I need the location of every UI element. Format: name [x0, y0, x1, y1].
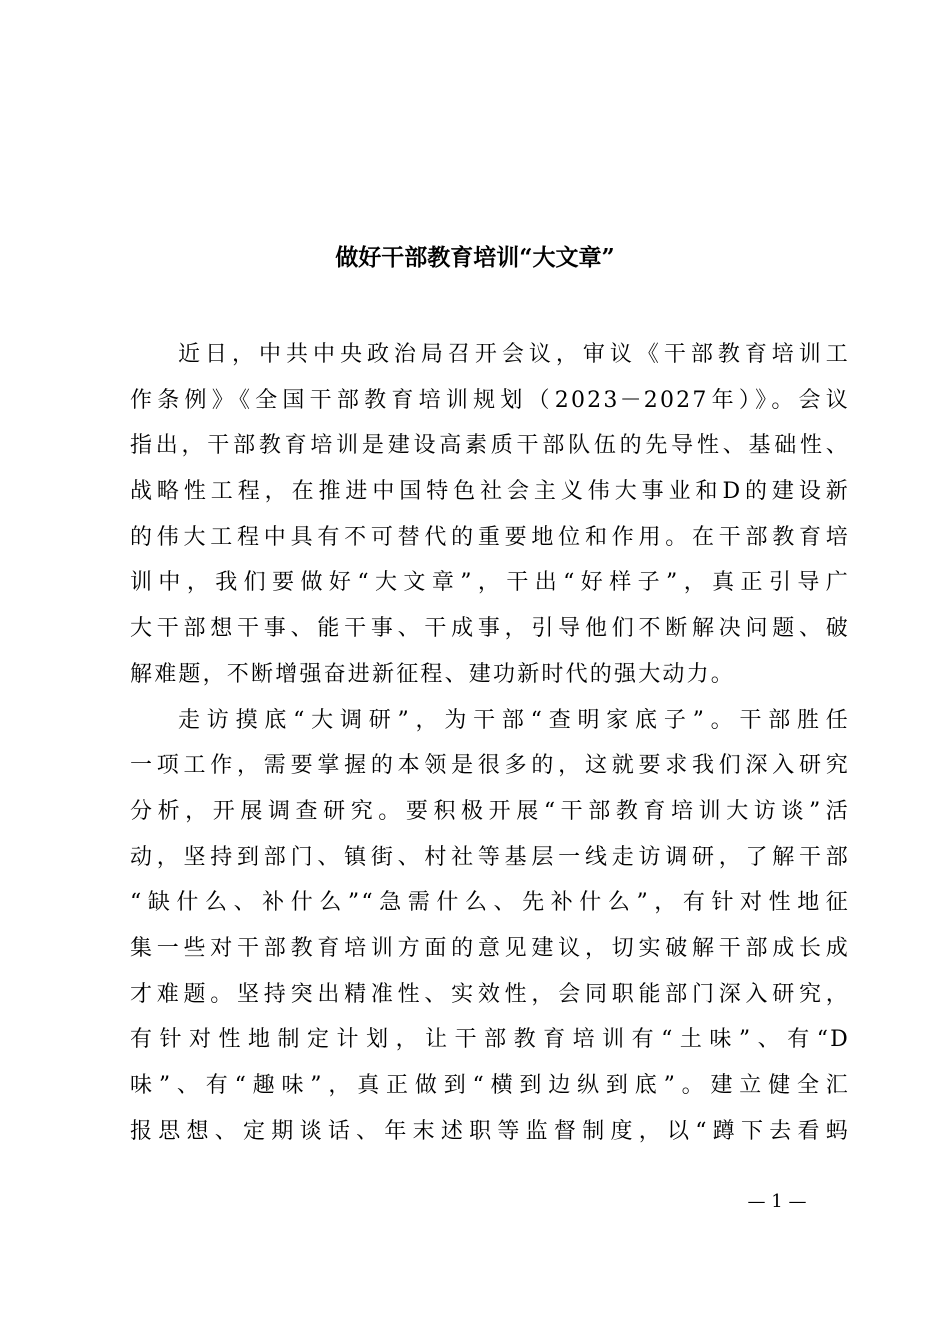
paragraph-line: “缺什么、补什么”“急需什么、先补什么”，有针对性地征 [130, 890, 850, 916]
paragraph-line: 集一些对干部教育培训方面的意见建议，切实破解干部成长成 [130, 935, 850, 961]
paragraph-line: 作条例》《全国干部教育培训规划（2023－2027年）》。会议 [130, 387, 850, 413]
paragraph-line: 走访摸底“大调研”，为干部“查明家底子”。干部胜任 [178, 707, 850, 733]
paragraph-2 [130, 698, 850, 1155]
paragraph-line: 有针对性地制定计划，让干部教育培训有“土味”、有“D [130, 1027, 850, 1053]
document-body [130, 332, 850, 1154]
paragraph-line: 大干部想干事、能干事、干成事，引导他们不断解决问题、破 [130, 616, 850, 642]
page-number: — 1 — [747, 1191, 807, 1212]
paragraph-line: 战略性工程，在推进中国特色社会主义伟大事业和D的建设新 [130, 479, 850, 505]
paragraph-line: 近日，中共中央政治局召开会议，审议《干部教育培训工 [178, 342, 850, 367]
paragraph-line: 报思想、定期谈话、年末述职等监督制度，以“蹲下去看蚂 [130, 1118, 850, 1144]
paragraph-line: 分析，开展调查研究。要积极开展“干部教育培训大访谈”活 [130, 798, 850, 824]
paragraph-line: 训中，我们要做好“大文章”，干出“好样子”，真正引导广 [130, 570, 850, 596]
paragraph-line: 解难题，不断增强奋进新征程、建功新时代的强大动力。 [130, 661, 736, 687]
paragraph-line: 动，坚持到部门、镇街、村社等基层一线走访调研，了解干部 [130, 844, 850, 870]
document-title: 做好干部教育培训“大文章” [335, 244, 615, 271]
paragraph-line: 一项工作，需要掌握的本领是很多的，这就要求我们深入研究 [130, 753, 850, 779]
paragraph-1 [130, 332, 850, 698]
paragraph-line: 指出，干部教育培训是建设高素质干部队伍的先导性、基础性、 [130, 433, 850, 459]
paragraph-line: 的伟大工程中具有不可替代的重要地位和作用。在干部教育培 [130, 524, 850, 550]
paragraph-line: 味”、有“趣味”，真正做到“横到边纵到底”。建立健全汇 [130, 1073, 850, 1098]
paragraph-line: 才难题。坚持突出精准性、实效性，会同职能部门深入研究， [130, 981, 850, 1007]
